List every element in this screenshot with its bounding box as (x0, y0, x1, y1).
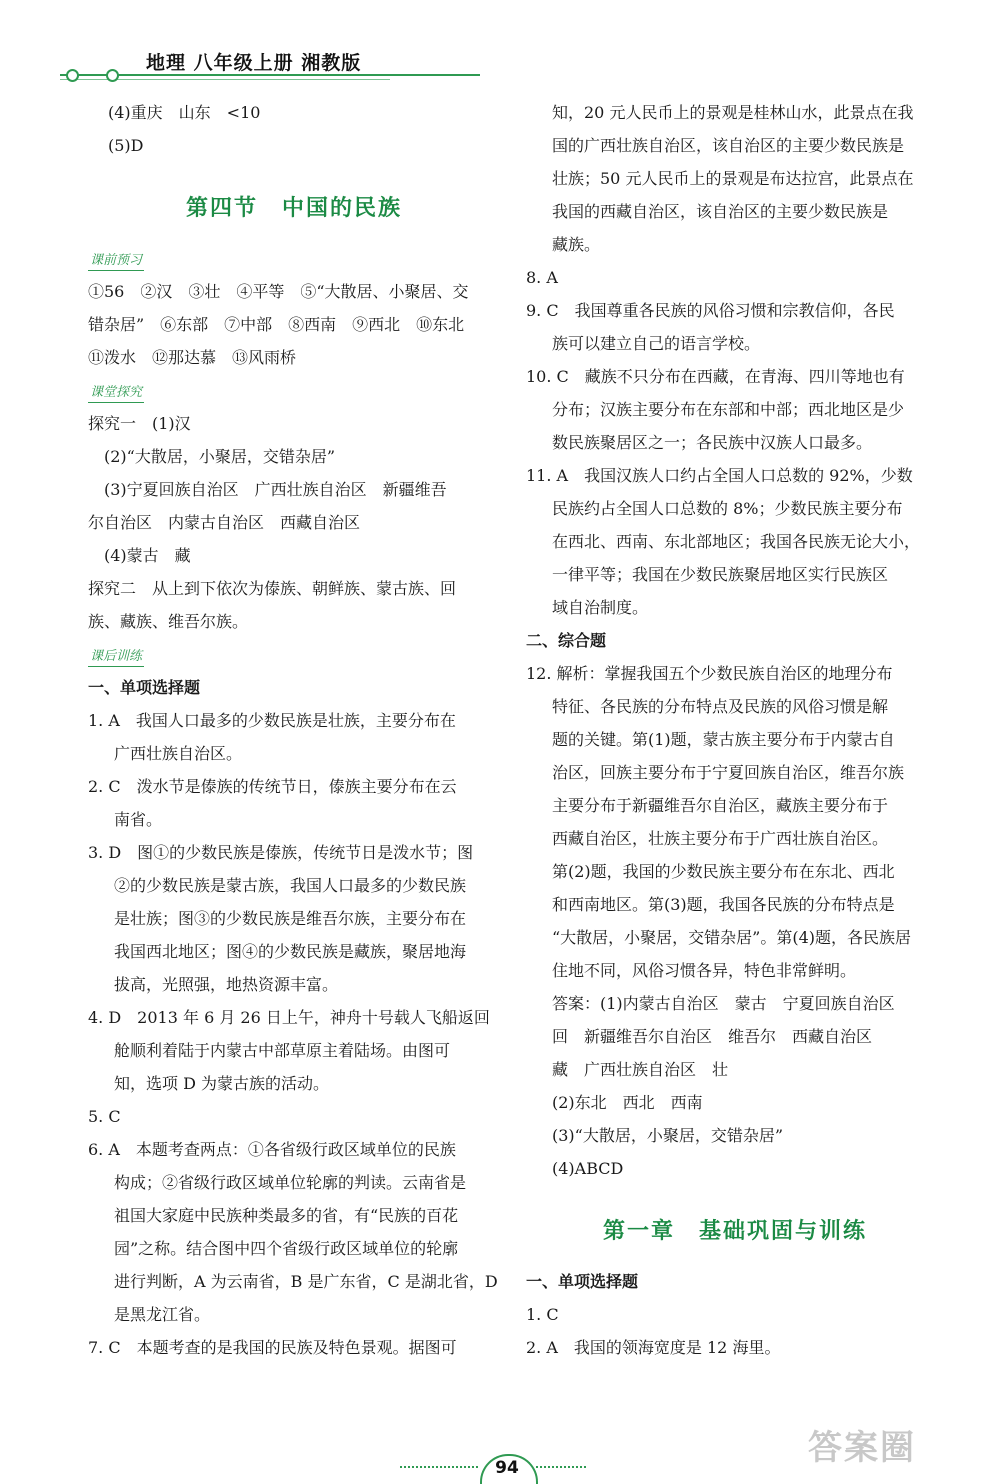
text-line: 探究一 (1)汉 (88, 414, 191, 433)
answer-line: 1. C (526, 1305, 559, 1324)
answer-line: 5. C (88, 1107, 121, 1126)
answer-line: ②的少数民族是蒙古族，我国人口最多的少数民族 (114, 876, 467, 895)
heading-single-choice: 一、单项选择题 (526, 1272, 639, 1291)
answer-line: 藏族。 (552, 235, 601, 254)
answer-line: 2. A 我国的领海宽度是 12 海里。 (526, 1338, 781, 1357)
answer-line: 第(2)题，我国的少数民族主要分布在东北、西北 (552, 862, 895, 881)
answer-line: 拔高，光照强，地热资源丰富。 (114, 975, 339, 994)
footer-dots-left (400, 1466, 478, 1468)
answer-line: 8. A (526, 268, 558, 287)
answer-line: 知，选项 D 为蒙古族的活动。 (114, 1074, 330, 1093)
answer-line: 西藏自治区，壮族主要分布于广西壮族自治区。 (552, 829, 889, 848)
text-line: 探究二 从上到下依次为傣族、朝鲜族、蒙古族、回 (88, 579, 457, 598)
answer-line: 11. A 我国汉族人口约占全国人口总数的 92%，少数 (526, 466, 913, 485)
page-number: 94 (495, 1458, 519, 1478)
footer-dots-right (536, 1466, 586, 1468)
answer-line: 数民族聚居区之一；各民族中汉族人口最多。 (552, 433, 873, 452)
answer-line: 3. D 图①的少数民族是傣族，传统节日是泼水节；图 (88, 843, 474, 862)
answer-line: 祖国大家庭中民族种类最多的省，有“民族的百花 (114, 1206, 459, 1225)
answer-line: 国的广西壮族自治区，该自治区的主要少数民族是 (552, 136, 905, 155)
answer-line: 12. 解析：掌握我国五个少数民族自治区的地理分布 (526, 664, 893, 683)
answer-line: 藏 广西壮族自治区 壮 (552, 1060, 729, 1079)
answer-line: 主要分布于新疆维吾尔自治区，藏族主要分布于 (552, 796, 889, 815)
label-preview: 课前预习 (88, 252, 144, 271)
answer-line: 特征、各民族的分布特点及民族的风俗习惯是解 (552, 697, 889, 716)
text-line: ①56 ②汉 ③壮 ④平等 ⑤“大散居、小聚居、交 (88, 282, 469, 301)
header-rule (60, 74, 480, 76)
answer-line: 我国的西藏自治区，该自治区的主要少数民族是 (552, 202, 889, 221)
text-line: (4)蒙古 藏 (88, 546, 191, 565)
answer-line: 构成；②省级行政区域单位轮廓的判读。云南省是 (114, 1173, 467, 1192)
heading-comprehensive: 二、综合题 (526, 631, 607, 650)
answer-line: 是壮族；图③的少数民族是维吾尔族，主要分布在 (114, 909, 467, 928)
answer-line: 一律平等；我国在少数民族聚居地区实行民族区 (552, 565, 889, 584)
section-title: 第一章 基础巩固与训练 (602, 1218, 867, 1244)
answer-line: 南省。 (114, 810, 163, 829)
answer-line: 分布；汉族主要分布在东部和中部；西北地区是少 (552, 400, 905, 419)
text-line: (5)D (108, 136, 144, 155)
answer-line: 2. C 泼水节是傣族的传统节日，傣族主要分布在云 (88, 777, 457, 796)
answer-line: 和西南地区。第(3)题，我国各民族的分布特点是 (552, 895, 895, 914)
answer-line: 在西北、西南、东北部地区；我国各民族无论大小， (552, 532, 921, 551)
answer-line: 我国西北地区；图④的少数民族是藏族，聚居地海 (114, 942, 467, 961)
answer-line: 民族约占全国人口总数的 8%；少数民族主要分布 (552, 499, 903, 518)
answer-line: 6. A 本题考查两点：①各省级行政区域单位的民族 (88, 1140, 456, 1159)
answer-line: 题的关键。第(1)题，蒙古族主要分布于内蒙古自 (552, 730, 895, 749)
answer-line: (3)“大散居，小聚居，交错杂居” (552, 1126, 784, 1145)
answer-line: 知，20 元人民币上的景观是桂林山水，此景点在我 (552, 103, 914, 122)
right-column (526, 96, 944, 1364)
answer-line: 族可以建立自己的语言学校。 (552, 334, 761, 353)
book-title: 地理 八年级上册 湘教版 (146, 52, 362, 74)
label-explore: 课堂探究 (88, 384, 144, 403)
label-after-class: 课后训练 (88, 648, 144, 667)
answer-line: 治区，回族主要分布于宁夏回族自治区，维吾尔族 (552, 763, 905, 782)
answer-line: 1. A 我国人口最多的少数民族是壮族，主要分布在 (88, 711, 456, 730)
answer-line: “大散居，小聚居，交错杂居”。第(4)题，各民族居 (552, 928, 912, 947)
text-line: 族、藏族、维吾尔族。 (88, 612, 249, 631)
answer-line: 广西壮族自治区。 (114, 744, 243, 763)
answer-line: 壮族；50 元人民币上的景观是布达拉宫，此景点在 (552, 169, 914, 188)
watermark-logo: 答案圈 (808, 1428, 916, 1468)
header-dot-icon (66, 69, 79, 82)
answer-line: 9. C 我国尊重各民族的风俗习惯和宗教信仰，各民 (526, 301, 895, 320)
left-column (88, 96, 500, 1364)
text-line: (2)“大散居，小聚居，交错杂居” (88, 447, 336, 466)
header-dot-icon (106, 69, 119, 82)
answer-line: 4. D 2013 年 6 月 26 日上午，神舟十号载人飞船返回 (88, 1008, 490, 1027)
answer-line: 回 新疆维吾尔自治区 维吾尔 西藏自治区 (552, 1027, 873, 1046)
text-line: (4)重庆 山东 <10 (108, 103, 261, 122)
text-line: (3)宁夏回族自治区 广西壮族自治区 新疆维吾 (88, 480, 447, 499)
heading-single-choice: 一、单项选择题 (88, 678, 201, 697)
answer-line: 进行判断，A 为云南省，B 是广东省，C 是湖北省，D (114, 1272, 498, 1291)
answer-line: 是黑龙江省。 (114, 1305, 211, 1324)
answer-line: 舱顺利着陆于内蒙古中部草原主着陆场。由图可 (114, 1041, 451, 1060)
section-title: 第四节 中国的民族 (185, 195, 402, 221)
answer-line: (4)ABCD (552, 1159, 624, 1178)
answer-line: 住地不同，风俗习惯各异，特色非常鲜明。 (552, 961, 857, 980)
page-header (60, 44, 530, 84)
answer-line: 答案：(1)内蒙古自治区 蒙古 宁夏回族自治区 (552, 994, 895, 1013)
text-line: 尔自治区 内蒙古自治区 西藏自治区 (88, 513, 361, 532)
text-line: 错杂居” ⑥东部 ⑦中部 ⑧西南 ⑨西北 ⑩东北 (88, 315, 465, 334)
answer-line: 7. C 本题考查的是我国的民族及特色景观。据图可 (88, 1338, 457, 1357)
answer-line: (2)东北 西北 西南 (552, 1093, 703, 1112)
text-line: ⑪泼水 ⑫那达慕 ⑬风雨桥 (88, 348, 297, 367)
answer-line: 域自治制度。 (552, 598, 649, 617)
answer-line: 园”之称。结合图中四个省级行政区域单位的轮廓 (114, 1239, 459, 1258)
answer-line: 10. C 藏族不只分布在西藏，在青海、四川等地也有 (526, 367, 905, 386)
